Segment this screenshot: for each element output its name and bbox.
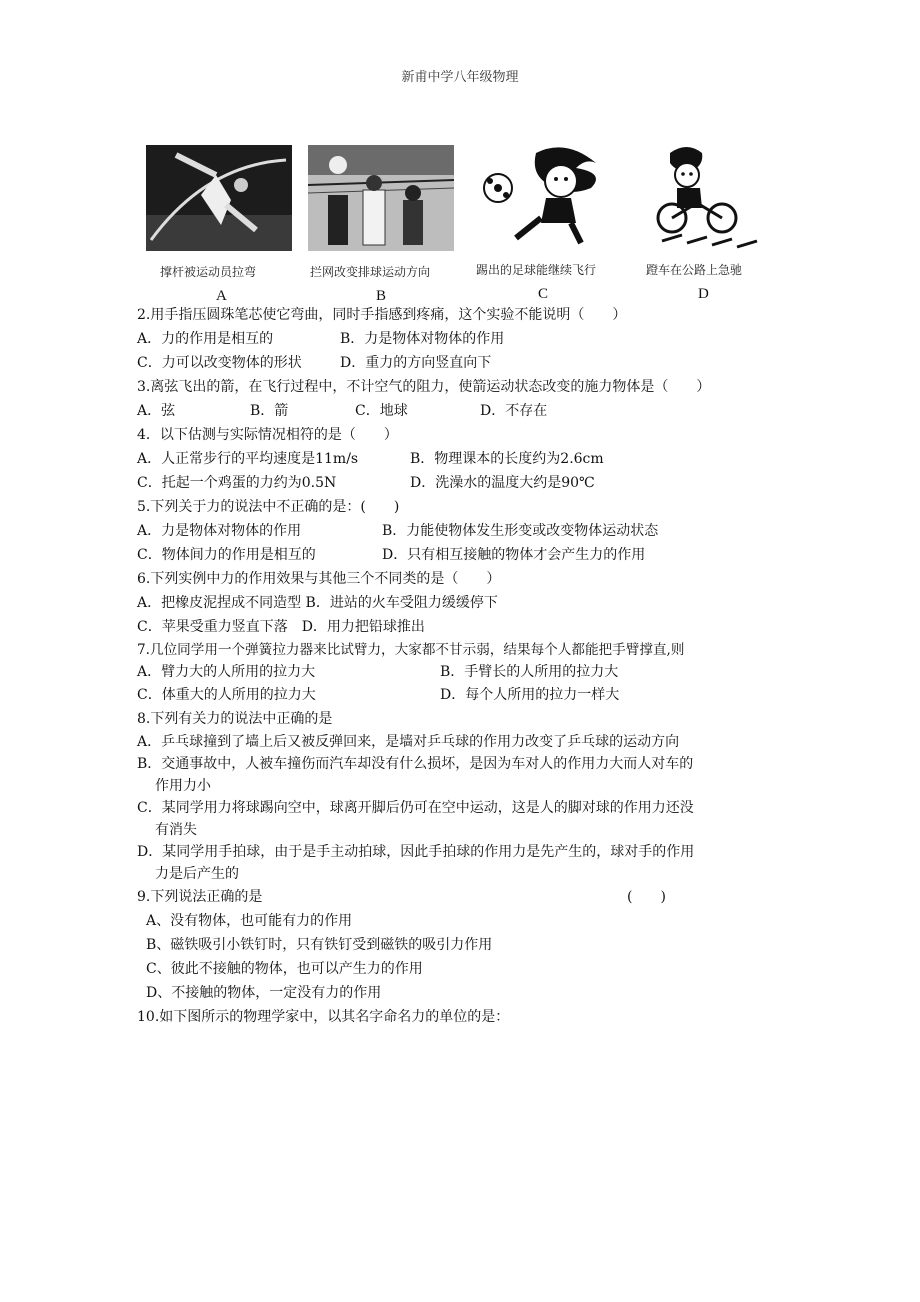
q7-options-cd [137, 683, 807, 707]
q3-options [137, 399, 807, 423]
q2-option-d: D．重力的方向竖直向下 [340, 355, 492, 371]
figure-a-letter: A [216, 288, 227, 304]
q5-option-a: A．力是物体对物体的作用 [137, 523, 302, 539]
figure-b-letter: B [376, 288, 387, 304]
q2-options-ab [137, 327, 807, 351]
q9-option-a: A、没有物体，也可能有力的作用 [146, 913, 353, 929]
figure-a-caption: 撑杆被运动员拉弯 [160, 265, 257, 279]
figure-row [138, 143, 788, 303]
q4-stem: 4．以下估测与实际情况相符的是（ ） [137, 427, 398, 443]
figure-b-caption: 拦网改变排球运动方向 [310, 265, 431, 279]
cartoon-soccer [476, 143, 616, 251]
q4-option-a: A．人正常步行的平均速度是11m/s [137, 451, 359, 467]
volleyball-photo [308, 145, 454, 251]
q3-option-a: A．弦 [137, 403, 176, 419]
q9-option-c: C、彼此不接触的物体，也可以产生力的作用 [146, 961, 423, 977]
figure-c-caption: 踢出的足球能继续飞行 [476, 263, 597, 277]
q3-option-b: B．箭 [250, 403, 289, 419]
q4-option-c: C．托起一个鸡蛋的力约为0.5N [137, 475, 337, 491]
question-list [137, 303, 807, 1029]
q5-options-ab [137, 519, 807, 543]
q7-option-a: A．臂力大的人所用的拉力大 [137, 664, 316, 680]
q4-option-d: D．洗澡水的温度大约是90℃ [410, 475, 595, 491]
q4-options-ab [137, 447, 807, 471]
q8-stem: 8.下列有关力的说法中正确的是 [137, 711, 333, 727]
q5-option-d: D．只有相互接触的物体才会产生力的作用 [382, 547, 646, 563]
q8-option-c-line2: 有消失 [155, 822, 197, 838]
q8-option-a: A．乒乓球撞到了墙上后又被反弹回来，是墙对乒乓球的作用力改变了乒乓球的运动方向 [137, 734, 680, 750]
q7-option-d: D．每个人所用的拉力一样大 [440, 687, 620, 703]
pole-vault-photo [146, 145, 292, 251]
q8-option-c-line1: C．某同学用力将球踢向空中，球离开脚后仍可在空中运动，这是人的脚对球的作用力还没 [137, 800, 694, 816]
q3-stem: 3.离弦飞出的箭，在飞行过程中，不计空气的阻力，使箭运动状态改变的施力物体是（ ） [137, 379, 711, 395]
q8-option-d-line2: 力是后产生的 [155, 866, 239, 882]
q8-option-b-line2: 作用力小 [155, 778, 211, 794]
q7-option-c: C．体重大的人所用的拉力大 [137, 687, 316, 703]
cartoon-cycling [642, 143, 772, 251]
q2-option-c: C．力可以改变物体的形状 [137, 355, 302, 371]
q10-stem: 10.如下图所示的物理学家中，以其名字命名力的单位的是： [137, 1009, 510, 1025]
q9-stem: 9.下列说法正确的是 [137, 889, 263, 905]
q7-stem: 7.几位同学用一个弹簧拉力器来比试臂力，大家都不甘示弱，结果每个人都能把手臂撑直,则 [137, 642, 685, 658]
q7-options-ab [137, 661, 807, 683]
q2-option-a: A．力的作用是相互的 [137, 331, 274, 347]
q6-options-ab: A．把橡皮泥捏成不同造型 B．进站的火车受阻力缓缓停下 [137, 595, 498, 611]
q9-stem-row [137, 885, 807, 909]
q6-stem: 6.下列实例中力的作用效果与其他三个不同类的是（ ） [137, 571, 501, 587]
page-header: 新甫中学八年级物理 [401, 70, 519, 85]
figure-d-letter: D [698, 286, 709, 302]
q7-option-b: B．手臂长的人所用的拉力大 [440, 664, 619, 680]
q2-options-cd [137, 351, 807, 375]
q9-option-d: D、不接触的物体，一定没有力的作用 [146, 985, 382, 1001]
q5-stem: 5.下列关于力的说法中不正确的是：( ) [137, 499, 400, 515]
q6-options-cd: C．苹果受重力竖直下落 D．用力把铅球推出 [137, 619, 425, 635]
figure-d-caption: 蹬车在公路上急驰 [646, 263, 743, 277]
q9-answer-paren: ( ) [627, 889, 666, 905]
q3-option-d: D．不存在 [480, 403, 548, 419]
q8-option-d-line1: D．某同学用手拍球，由于是手主动拍球，因此手拍球的作用力是先产生的，球对手的作用 [137, 844, 695, 860]
q2-option-b: B．力是物体对物体的作用 [340, 331, 505, 347]
q4-options-cd [137, 471, 807, 495]
q5-option-b: B．力能使物体发生形变或改变物体运动状态 [382, 523, 659, 539]
q5-options-cd [137, 543, 807, 567]
figure-c-letter: C [538, 286, 549, 302]
q2-stem: 2.用手指压圆珠笔芯使它弯曲，同时手指感到疼痛，这个实验不能说明（ ） [137, 307, 627, 323]
q5-option-c: C．物体间力的作用是相互的 [137, 547, 316, 563]
q8-option-b-line1: B．交通事故中，人被车撞伤而汽车却没有什么损坏，是因为车对人的作用力大而人对车的 [137, 756, 694, 772]
q9-option-b: B、磁铁吸引小铁钉时，只有铁钉受到磁铁的吸引力作用 [146, 937, 493, 953]
q4-option-b: B．物理课本的长度约为2.6cm [410, 451, 604, 467]
q3-option-c: C．地球 [355, 403, 408, 419]
